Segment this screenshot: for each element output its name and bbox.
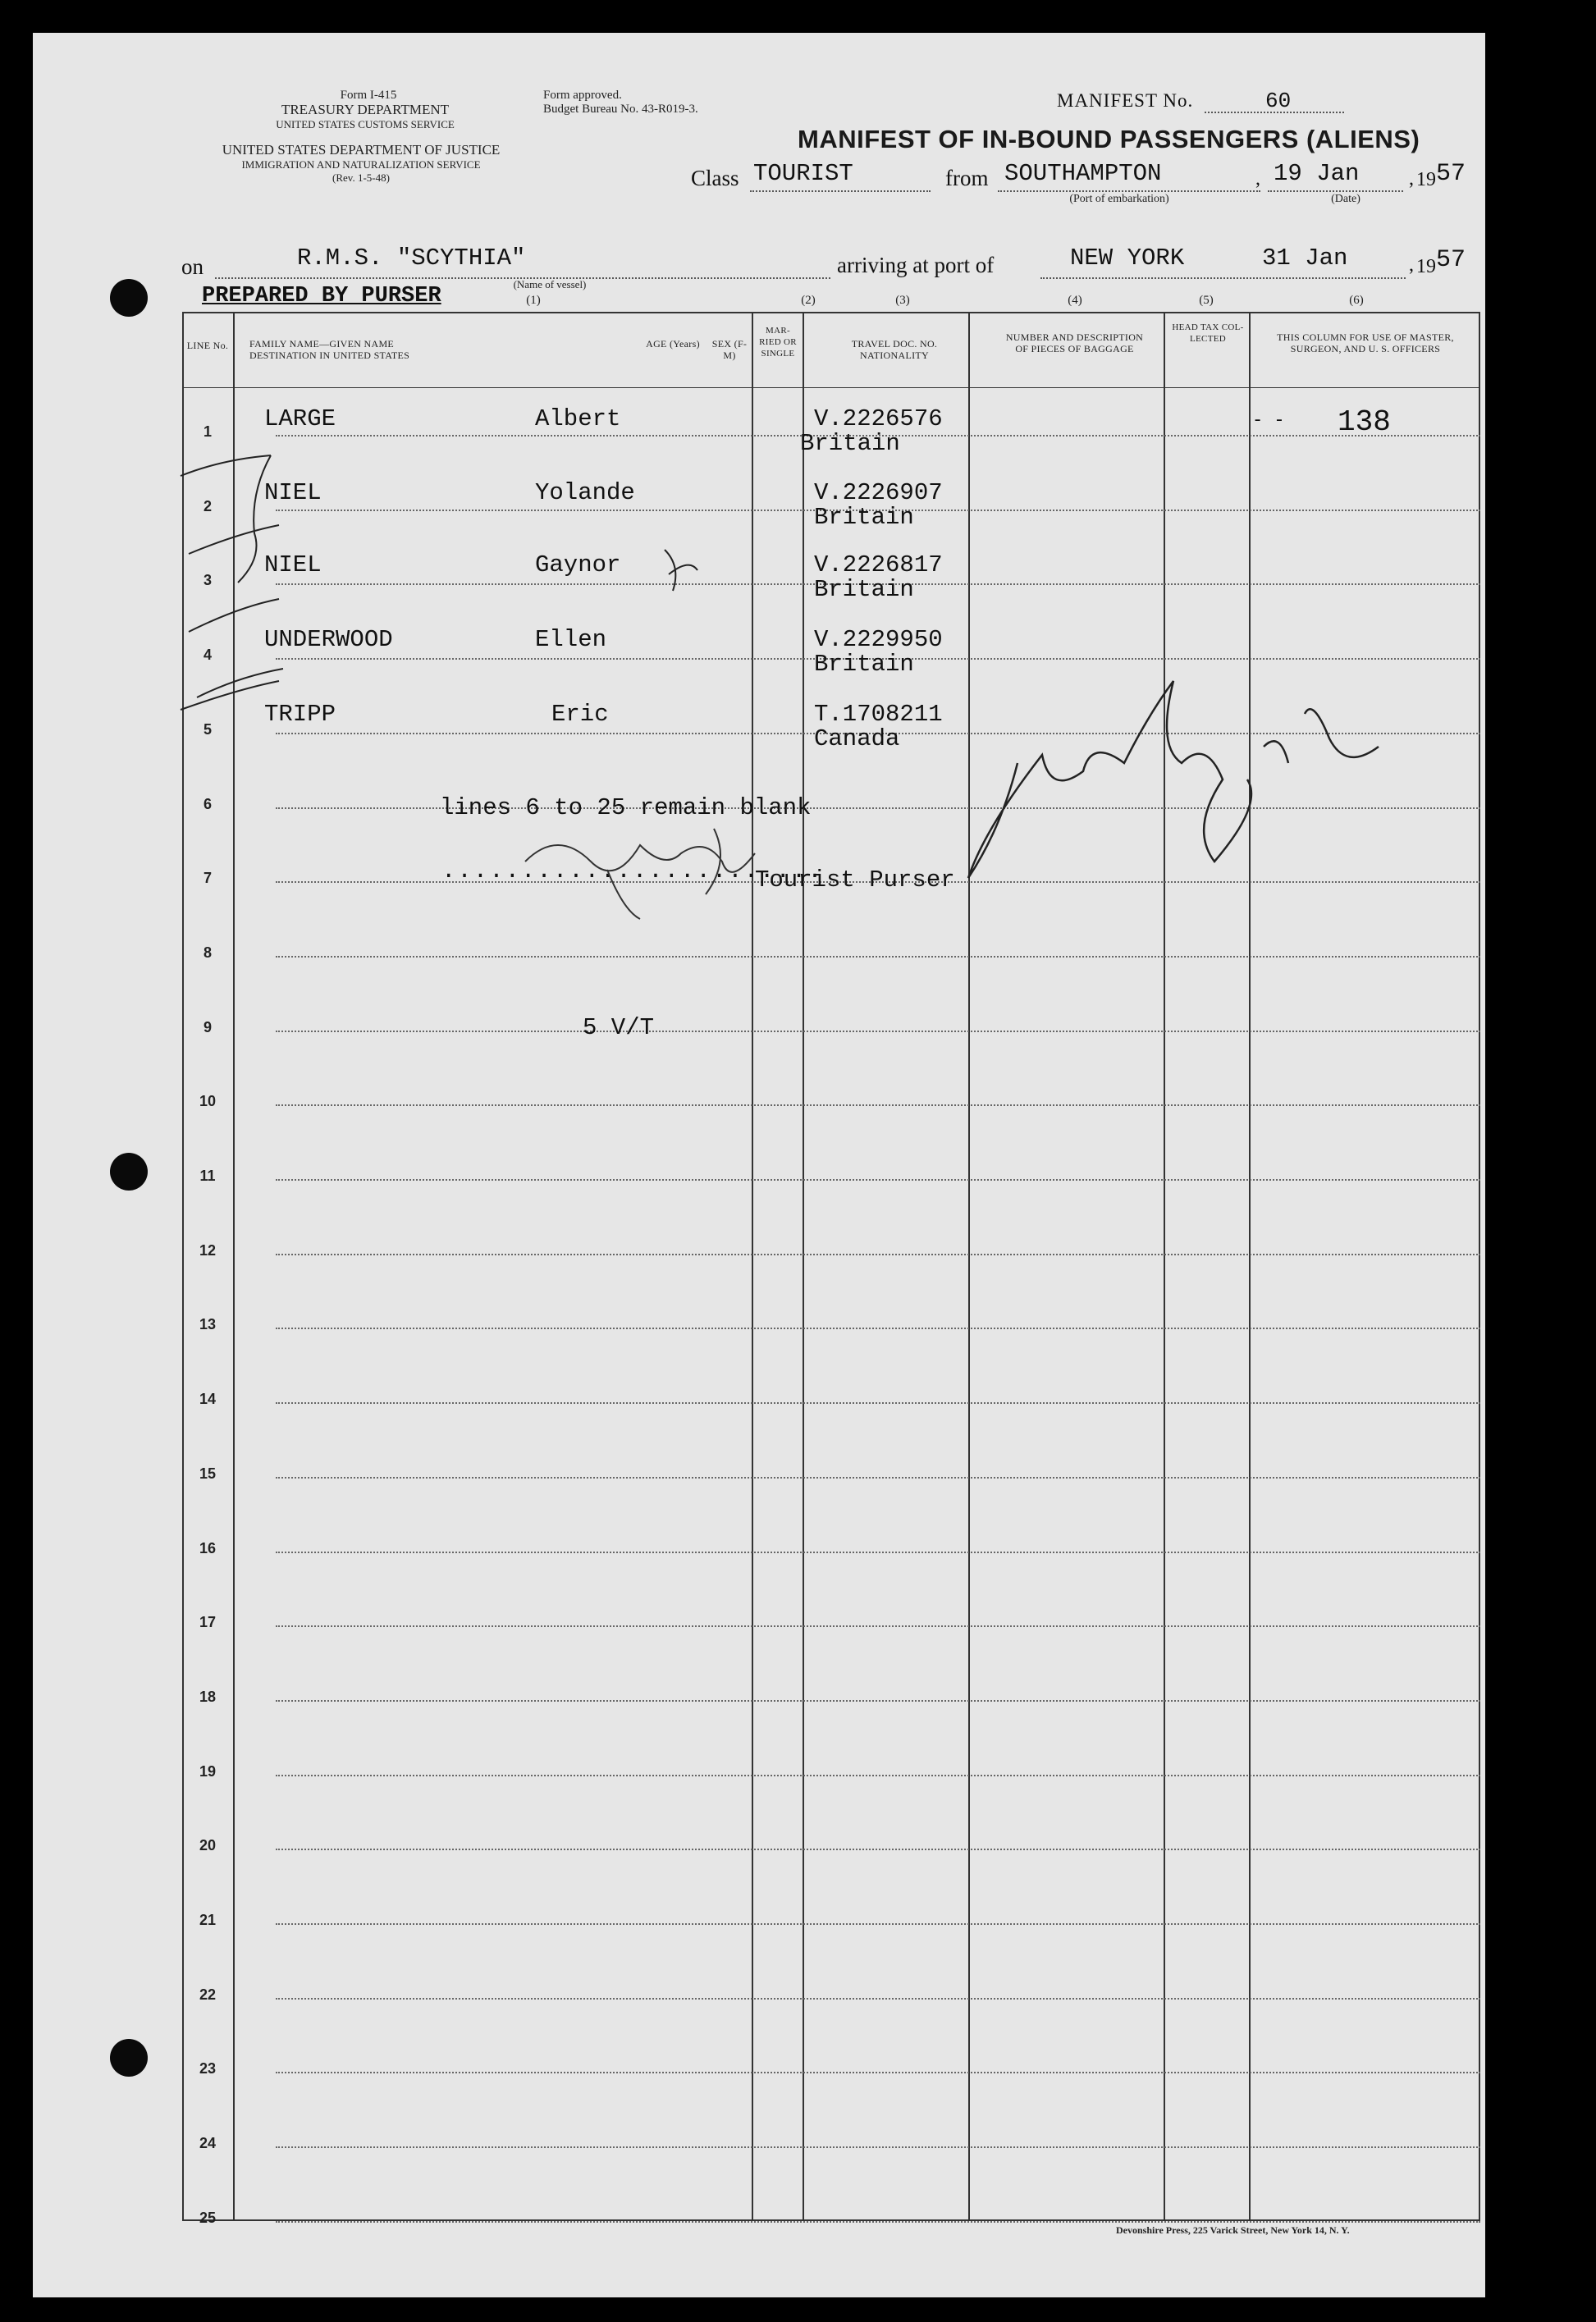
passenger-4-family: UNDERWOOD xyxy=(264,626,393,653)
line-number: 13 xyxy=(199,1316,217,1333)
class-label: Class xyxy=(691,166,739,190)
table-row-line xyxy=(276,1402,1480,1404)
manifest-number: 60 xyxy=(1265,89,1292,113)
married-divider xyxy=(803,312,804,2221)
table-row-line xyxy=(276,1552,1480,1553)
handwritten-tick-marks xyxy=(172,394,336,771)
printer-imprint: Devonshire Press, 225 Varick Street, New York 14, N. Y. xyxy=(1116,2224,1350,2236)
vessel-caption: (Name of vessel) xyxy=(513,278,587,290)
head-tax-divider xyxy=(1249,312,1251,2221)
count-note: 5 V/T xyxy=(583,1014,655,1041)
punch-hole xyxy=(110,2039,148,2077)
class-value: TOURIST xyxy=(753,160,853,187)
col-name: FAMILY NAME—GIVEN NAME xyxy=(249,338,395,350)
table-row-line xyxy=(276,1031,1480,1032)
table-row-line xyxy=(276,1849,1480,1850)
line-number: 10 xyxy=(199,1093,217,1110)
passenger-5-family: TRIPP xyxy=(264,701,336,728)
from-value: SOUTHAMPTON xyxy=(1004,160,1162,187)
col-married: MAR-RIED OR SINGLE xyxy=(759,326,797,359)
punch-hole xyxy=(110,1153,148,1191)
col-officers: THIS COLUMN FOR USE OF MASTER, SURGEON, AND U. S. OFFICERS xyxy=(1277,331,1454,354)
table-row-line xyxy=(276,1328,1480,1329)
line-number: 16 xyxy=(199,1539,217,1556)
punch-hole xyxy=(110,279,148,317)
justice-department: UNITED STATES DEPARTMENT OF JUSTICE xyxy=(222,142,501,158)
manifest-page: Form I-415 TREASURY DEPARTMENT UNITED STATES CUSTOMS SERVICE Form approved. Budget Bureau No. 43-R019-3. UNITED STATES DEPARTMENT OF JUSTICE IMMIGRATION AND NATURALIZATION SERVICE (Rev. 1-5-48) MANIFEST No. 60 MANIFEST OF IN-BOUND PASSENGERS (ALIENS) Class TOURIST from SOUTHAMPTON (Port of embarkation) , 19 Jan (Date) , 19 57 on R.M.S. "SCYTHIA" (Name of vessel) arriving at port of NEW YORK 31 Jan , 19 57 PREPARED BY PURSER (1) (2) (3) (4) (5) (6) LINE No. FAMILY NAME—GIVEN NAME DESTINATION IN UNITED STATES AGE (Years) SEX (F-M) MAR-RIED OR SINGLE TRAVEL DOC. NO. NATIONALITY NUMBER AND DESCRIPTION OF PIECES OF BAGGAGE HEAD TAX COL-LECTED THIS COLUMN FOR USE OF MASTER, SURGEON, AND U. S. OFFICERS 1 2 3 4 5 6 7 8 9 10 11 12 13 14 15 16 17 18 19 20 21 22 23 24 25 LARGE Albert V.2226576 Britain 138 - - NIEL Yolande V.2226907 Britain NIEL Gaynor V.2226817 Britain UNDERWOOD Ellen V.2229950 Britain TRIPP Eric T.1708211 Canada lines 6 to 25 remain blank ........................ Tourist Purser 5 V/T Devonshire Press, 225 Varick Street, New York 14, N. Y. xyxy=(33,33,1485,2297)
line-number: 4 xyxy=(203,647,212,664)
departure-date: 19 Jan xyxy=(1274,160,1360,187)
line-number: 17 xyxy=(199,1614,217,1631)
line-number: 25 xyxy=(199,2209,217,2226)
passenger-3-doc: V.2226817 xyxy=(814,551,943,578)
form-revision: (Rev. 1-5-48) xyxy=(332,171,390,184)
arrival-port: NEW YORK xyxy=(1070,245,1185,272)
budget-bureau: Budget Bureau No. 43-R019-3. xyxy=(543,103,698,116)
prepared-by-purser: PREPARED BY PURSER xyxy=(202,284,441,309)
line-number: 21 xyxy=(199,1912,217,1928)
passenger-2-family: NIEL xyxy=(264,479,322,506)
line-number: 15 xyxy=(199,1465,217,1482)
line-number: 23 xyxy=(199,2060,217,2077)
line-number: 20 xyxy=(199,1837,217,1854)
line-number: 3 xyxy=(203,572,212,589)
col-number-3: (3) xyxy=(895,294,910,307)
col-destination: DESTINATION IN UNITED STATES xyxy=(249,350,410,361)
port-embarkation-caption: (Port of embarkation) xyxy=(1069,193,1169,205)
line-number: 24 xyxy=(199,2135,217,2152)
table-row-line xyxy=(276,1477,1480,1479)
col-number-1: (1) xyxy=(526,294,541,307)
sex-divider xyxy=(752,312,753,2221)
from-label: from xyxy=(945,166,989,190)
customs-service: UNITED STATES CUSTOMS SERVICE xyxy=(276,118,455,130)
arrival-date: 31 Jan xyxy=(1262,245,1348,272)
line-number: 11 xyxy=(199,1168,216,1184)
col-age: AGE (Years) xyxy=(646,338,700,350)
passenger-4-doc: V.2229950 xyxy=(814,626,943,653)
table-row-line xyxy=(276,2221,1480,2223)
handwritten-initials xyxy=(656,542,706,607)
manifest-number-label: MANIFEST No. xyxy=(1057,90,1194,111)
passenger-1-family: LARGE xyxy=(264,405,336,432)
line-number: 7 xyxy=(203,870,212,887)
immigration-service: IMMIGRATION AND NATURALIZATION SERVICE xyxy=(241,158,481,171)
line-number: 5 xyxy=(203,720,212,738)
officer-signature xyxy=(919,665,1395,927)
passenger-4-given: Ellen xyxy=(535,626,607,653)
arrival-year: 57 xyxy=(1436,246,1466,274)
line-number: 18 xyxy=(199,1688,217,1705)
manifest-title: MANIFEST OF IN-BOUND PASSENGERS (ALIENS) xyxy=(798,125,1420,153)
passenger-1-given: Albert xyxy=(535,405,621,432)
line-number: 22 xyxy=(199,1986,217,2003)
col-baggage: NUMBER AND DESCRIPTION OF PIECES OF BAGGAGE xyxy=(1005,331,1144,354)
passenger-3-nationality: Britain xyxy=(814,576,914,603)
table-row-line xyxy=(276,1998,1480,2000)
travel-doc-divider xyxy=(968,312,970,2221)
purser-signature xyxy=(509,812,780,927)
line-number: 8 xyxy=(203,944,212,961)
passenger-4-nationality: Britain xyxy=(814,651,914,678)
passenger-1-doc: V.2226576 xyxy=(814,405,943,432)
table-row-line xyxy=(276,2146,1480,2148)
table-row-line xyxy=(276,1923,1480,1925)
arriving-label: arriving at port of xyxy=(837,253,995,277)
passenger-3-family: NIEL xyxy=(264,551,322,578)
col-head-tax: HEAD TAX COL-LECTED xyxy=(1172,322,1244,344)
departure-year: 57 xyxy=(1436,160,1466,188)
passenger-1-officer-note: 138 xyxy=(1338,405,1391,439)
table-row-line xyxy=(276,1179,1480,1181)
col-number-5: (5) xyxy=(1199,294,1214,307)
passenger-3-given: Gaynor xyxy=(535,551,621,578)
departure-year-prefix: 19 xyxy=(1416,169,1436,190)
table-row-line xyxy=(276,1104,1480,1106)
passenger-1-nationality: Britain xyxy=(800,430,900,457)
line-number: 12 xyxy=(199,1241,217,1259)
table-row-line xyxy=(276,1700,1480,1702)
col-number-2: (2) xyxy=(801,294,816,307)
baggage-divider xyxy=(1164,312,1165,2221)
table-right-border xyxy=(1479,312,1480,2221)
on-label: on xyxy=(181,254,204,279)
treasury-department: TREASURY DEPARTMENT xyxy=(281,102,450,117)
passenger-2-nationality: Britain xyxy=(814,504,914,531)
line-number: 6 xyxy=(203,795,212,812)
header-bottom-border xyxy=(182,387,1480,388)
col-number-4: (4) xyxy=(1068,294,1082,307)
line-number: 9 xyxy=(203,1018,212,1035)
blank-lines-note: lines 6 to 25 remain blank xyxy=(440,794,812,821)
line-number: 1 xyxy=(203,423,212,440)
passenger-2-doc: V.2226907 xyxy=(814,479,943,506)
form-approved: Form approved. xyxy=(543,89,622,102)
date-caption: (Date) xyxy=(1331,193,1360,205)
table-row-line xyxy=(276,1254,1480,1255)
col-sex: SEX (F-M) xyxy=(711,338,748,361)
line-number: 2 xyxy=(203,497,212,514)
passenger-5-nationality: Canada xyxy=(814,725,900,752)
table-row-line xyxy=(276,956,1480,958)
passenger-5-doc: T.1708211 xyxy=(814,701,943,728)
form-number: Form I-415 xyxy=(340,89,397,102)
passenger-5-given: Eric xyxy=(551,701,609,728)
vessel-name: R.M.S. "SCYTHIA" xyxy=(297,245,526,272)
passenger-2-given: Yolande xyxy=(535,479,635,506)
purser-title: Tourist Purser xyxy=(755,866,955,894)
table-row-line xyxy=(276,1775,1480,1776)
table-row-line xyxy=(276,1625,1480,1627)
col-number-6: (6) xyxy=(1349,294,1364,307)
col-line-no: LINE No. xyxy=(186,340,229,351)
table-row-line xyxy=(276,2072,1480,2073)
table-top-border xyxy=(182,312,1480,313)
arrival-year-prefix: 19 xyxy=(1416,256,1436,277)
col-travel-doc: TRAVEL DOC. NO. NATIONALITY xyxy=(851,338,938,361)
line-number: 19 xyxy=(199,1762,217,1780)
line-number: 14 xyxy=(199,1391,217,1408)
